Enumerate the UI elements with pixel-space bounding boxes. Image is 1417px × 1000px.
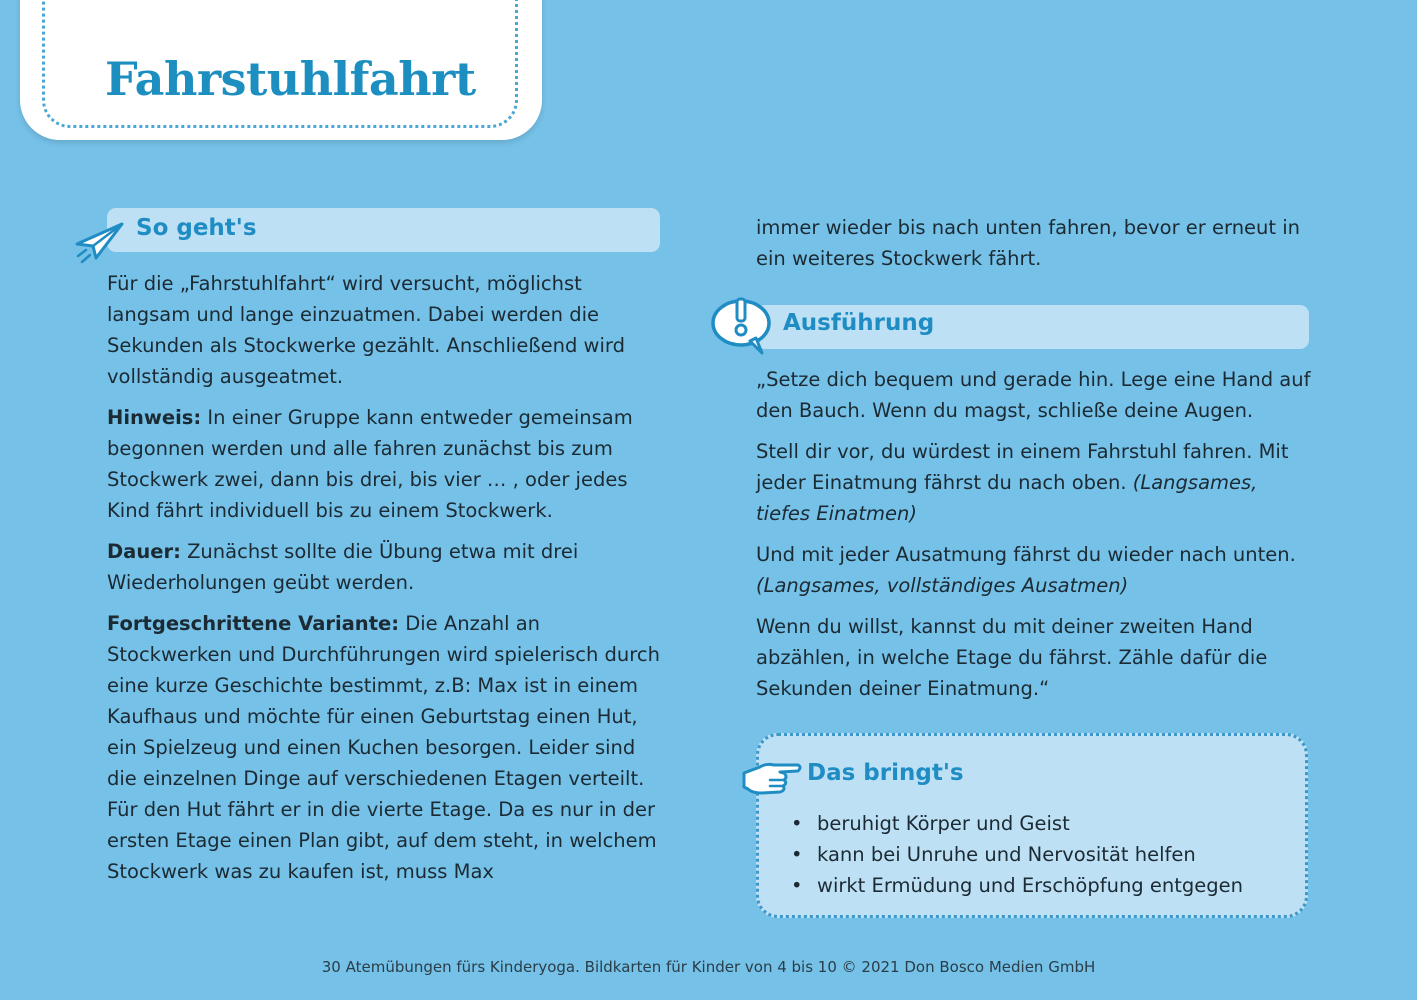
so-gehts-heading: So geht's (136, 215, 257, 241)
paper-plane-icon (74, 220, 126, 264)
ausfuehrung-p2-note: (Langsames, tiefes Einatmen) (756, 471, 1258, 525)
variante-label: Fortgeschrittene Variante: (107, 612, 400, 635)
page-title: Fahrstuhlfahrt (105, 52, 476, 106)
dauer-paragraph (107, 536, 667, 598)
so-gehts-body (107, 268, 667, 897)
variante-paragraph (107, 608, 667, 887)
hinweis-label: Hinweis: (107, 406, 202, 429)
ausfuehrung-paragraph-1: „Setze dich bequem und gerade hin. Lege eine Hand auf den Bauch. Wenn du magst, schließe deine Augen. (756, 368, 1311, 422)
ausfuehrung-p2-text: Stell dir vor, du würdest in einem Fahrstuhl fahren. Mit jeder Einatmung fährst du nach oben. (756, 440, 1289, 494)
ausfuehrung-paragraph-3 (756, 539, 1316, 601)
dauer-label: Dauer: (107, 540, 181, 563)
ausfuehrung-p3-note: (Langsames, vollständiges Ausatmen) (756, 574, 1129, 597)
benefits-list (817, 808, 1243, 901)
dauer-text: Zunächst sollte die Übung etwa mit drei Wiederholungen geübt werden. (107, 540, 579, 594)
list-item: • beruhigt Körper und Geist (817, 808, 1243, 839)
list-item: • wirkt Ermüdung und Erschöpfung entgegen (817, 870, 1243, 901)
continuation-text (756, 212, 1316, 284)
das-bringts-heading: Das bringt's (807, 760, 964, 786)
ausfuehrung-paragraph-2 (756, 436, 1316, 529)
variante-text: Die Anzahl an Stockwerken und Durchführungen wird spielerisch durch eine kurze Geschichte bestimmt, z.B: Max ist in einem Kaufhaus und möchte für einen Geburtstag einen Hut, ein Spielzeug und einen Kuchen besorgen. Leider sind die einzelnen Dinge auf verschiedenen Etagen verteilt. Für den Hut fährt er in die vierte Etage. Da es nur in der ersten Etage einen Plan gibt, auf dem steht, in welchem Stockwerk was zu kaufen ist, muss Max (107, 612, 660, 883)
ausfuehrung-heading: Ausführung (783, 310, 935, 336)
continuation-paragraph: immer wieder bis nach unten fahren, bevor er erneut in ein weiteres Stockwerk fährt. (756, 216, 1301, 270)
speech-bubble-exclamation-icon (708, 293, 776, 355)
pointing-hand-icon (740, 755, 804, 801)
ausfuehrung-paragraph-4: Wenn du willst, kannst du mit deiner zweiten Hand abzählen, in welche Etage du fährst. Zähle dafür die Sekunden deiner Einatmung.“ (756, 615, 1268, 700)
hinweis-paragraph (107, 402, 667, 526)
footer-copyright: 30 Atemübungen fürs Kinderyoga. Bildkarten für Kinder von 4 bis 10 © 2021 Don Bosco Medien GmbH (321, 958, 1096, 976)
list-item: • kann bei Unruhe und Nervosität helfen (817, 839, 1243, 870)
ausfuehrung-body (756, 364, 1316, 714)
ausfuehrung-p3-text: Und mit jeder Ausatmung fährst du wieder nach unten. (756, 543, 1296, 566)
intro-paragraph: Für die „Fahrstuhlfahrt“ wird versucht, möglichst langsam und lange einzuatmen. Dabei werden die Sekunden als Stockwerke gezählt. Anschließend wird vollständig ausgeatmet. (107, 272, 625, 388)
hinweis-text: In einer Gruppe kann entweder gemeinsam begonnen werden und alle fahren zunächst bis zum Stockwerk zwei, dann bis drei, bis vier … , oder jedes Kind fährt individuell bis zu einem Stockwerk. (107, 406, 633, 522)
